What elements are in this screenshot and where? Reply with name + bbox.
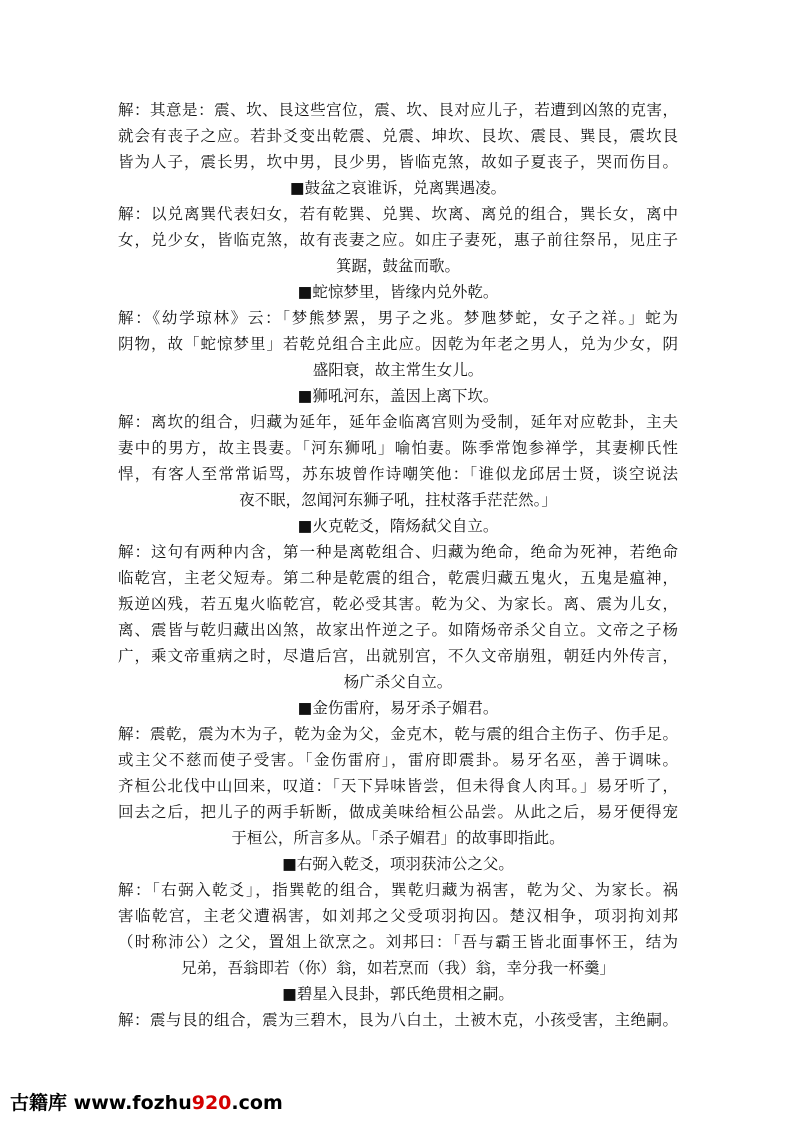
verse-heading: ■碧星入艮卦，郭氏绝贯相之嗣。 [282, 985, 514, 1003]
site-name: 古籍库 [10, 1092, 68, 1114]
text-line-last: 于桓公，所言多从。「杀子媚君」的故事即指此。 [231, 829, 565, 847]
text-line-last: 盛阳衰，故主常生女儿。 [312, 361, 484, 379]
text-line: 齐桓公北伐中山回来，叹道：「天下异味皆尝，但未得食人肉耳。」易牙听了， [118, 777, 678, 795]
text-line: 解：以兑离巽代表妇女，若有乾巽、兑巽、坎离、离兑的组合，巽长女，离中 [118, 205, 678, 223]
site-url[interactable]: www.fozhu920.com [73, 1092, 283, 1114]
verse-heading: ■鼓盆之哀谁诉，兑离巽遇凌。 [289, 179, 507, 197]
text-line: 阴物，故「蛇惊梦里」若乾兑组合主此应。因乾为年老之男人，兑为少女，阴 [118, 335, 678, 353]
text-line: 或主父不慈而使子受害。「金伤雷府」，雷府即震卦。易牙名巫，善于调味。 [118, 751, 678, 769]
site-footer [10, 1088, 283, 1112]
text-line: 解：《幼学琼林》云：「梦熊梦罴，男子之兆。梦虺梦蛇，女子之祥。」蛇为 [118, 309, 678, 327]
text-line: 解：离坎的组合，归藏为延年，延年金临离宫则为受制，延年对应乾卦，主夫 [118, 413, 678, 431]
text-line: 广，乘文帝重病之时，尽遣后宫，出就别宫，不久文帝崩殂，朝廷内外传言， [118, 647, 678, 665]
text-line: 皆为人子，震长男，坎中男，艮少男，皆临克煞，故如子夏丧子，哭而伤目。 [118, 153, 678, 171]
text-line: 悍，有客人至常常诟骂，苏东坡曾作诗嘲笑他：「谁似龙邱居士贤，谈空说法 [118, 465, 678, 483]
text-line-last: 杨广杀父自立。 [343, 673, 453, 691]
text-line: 解：震与艮的组合，震为三碧木，艮为八白土，土被木克，小孩受害，主绝嗣。 [118, 1011, 678, 1029]
text-line: 妻中的男方，故主畏妻。「河东狮吼」喻怕妻。陈季常饱参禅学，其妻柳氏性 [118, 439, 678, 457]
verse-heading: ■右弼入乾爻，项羽获沛公之父。 [282, 855, 514, 873]
text-line: 解：震乾，震为木为子，乾为金为父，金克木，乾与震的组合主伤子、伤手足。 [118, 725, 678, 743]
verse-heading: ■火克乾爻，隋炀弑父自立。 [297, 517, 499, 535]
text-line: 女，兑少女，皆临克煞，故有丧妻之应。如庄子妻死，惠子前往祭吊，见庄子 [118, 231, 678, 249]
text-line: 害临乾宫，主老父遭祸害，如刘邦之父受项羽拘囚。楚汉相争，项羽拘刘邦 [118, 907, 678, 925]
text-line: 解：「右弼入乾爻」，指巽乾的组合，巽乾归藏为祸害，乾为父、为家长。祸 [118, 881, 678, 899]
text-line-last: 兄弟，吾翁即若（你）翁，如若烹而（我）翁，幸分我一杯羹」 [180, 959, 615, 977]
text-line: 离、震皆与乾归藏出凶煞，故家出忤逆之子。如隋炀帝杀父自立。文帝之子杨 [118, 621, 678, 639]
document-body [118, 97, 678, 1033]
text-line: 叛逆凶残，若五鬼火临乾宫，乾必受其害。乾为父、为家长。离、震为儿女， [118, 595, 678, 613]
text-line: 就会有丧子之应。若卦爻变出乾震、兑震、坤坎、艮坎、震艮、巽艮，震坎艮 [118, 127, 678, 145]
text-line: （时称沛公）之父，置俎上欲烹之。刘邦曰：「吾与霸王皆北面事怀王，结为 [118, 933, 678, 951]
text-line: 解：这句有两种内含，第一种是离乾组合、归藏为绝命，绝命为死神，若绝命 [118, 543, 678, 561]
text-line: 回去之后，把儿子的两手斩断，做成美味给桓公品尝。从此之后，易牙便得宠 [118, 803, 678, 821]
verse-heading: ■狮吼河东，盖因上离下坎。 [297, 387, 499, 405]
text-line: 解：其意是：震、坎、艮这些宫位，震、坎、艮对应儿子，若遭到凶煞的克害， [118, 101, 678, 119]
text-line-last: 箕踞，鼓盆而歌。 [335, 257, 460, 275]
text-line-last: 夜不眠，忽闻河东狮子吼，拄杖落手茫茫然。」 [239, 491, 557, 509]
text-line: 临乾宫，主老父短寿。第二种是乾震的组合，乾震归藏五鬼火，五鬼是瘟神， [118, 569, 678, 587]
verse-heading: ■蛇惊梦里，皆缘内兑外乾。 [297, 283, 499, 301]
verse-heading: ■金伤雷府，易牙杀子媚君。 [297, 699, 499, 717]
